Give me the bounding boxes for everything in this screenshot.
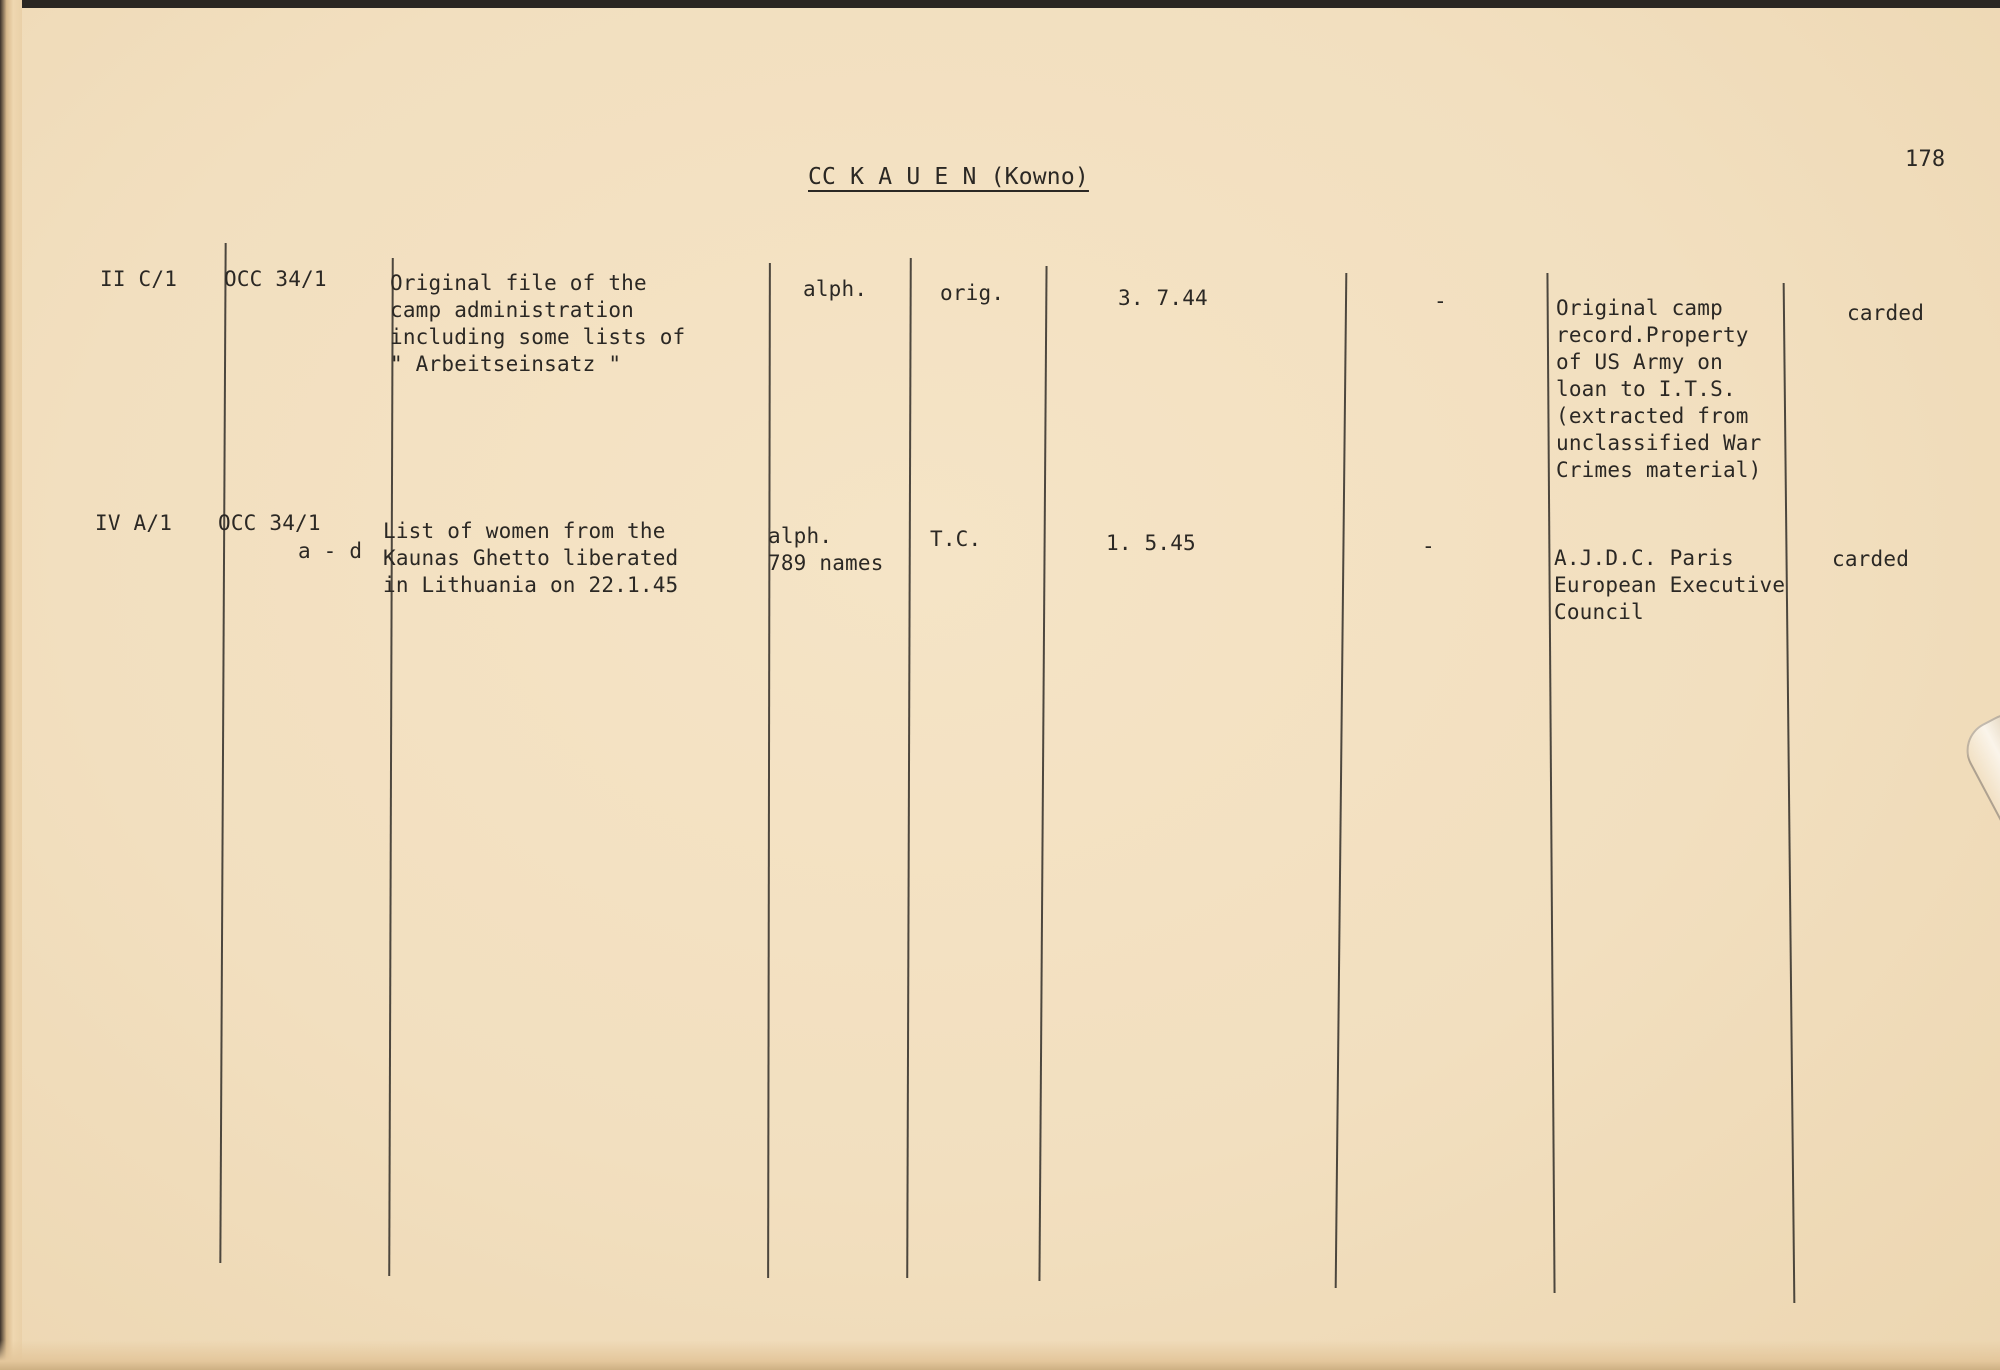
row-dash: - xyxy=(1422,534,1435,558)
row-status: carded xyxy=(1832,547,1910,571)
column-rule xyxy=(219,243,226,1263)
ledger-page xyxy=(20,8,2000,1370)
page-bottom-edge xyxy=(0,1340,2000,1370)
column-rule xyxy=(1335,273,1348,1288)
row-source: Original camp record.Property of US Army on loan to I.T.S. (extracted from unclassified War Crimes material) xyxy=(1556,296,1762,482)
row-code: OCC 34/1 xyxy=(224,267,327,291)
column-rule xyxy=(388,258,394,1276)
column-rule xyxy=(767,263,771,1278)
row-order: alph. xyxy=(803,277,868,301)
binding-edge xyxy=(0,0,22,1370)
row-source: A.J.D.C. Paris European Executive Council xyxy=(1554,546,1786,624)
row-ref: II C/1 xyxy=(100,267,178,291)
page-number: 178 xyxy=(1905,147,1946,172)
row-ref: IV A/1 xyxy=(95,511,173,535)
row-description: Original file of the camp administration including some lists of " Arbeitseinsatz " xyxy=(390,271,686,376)
row-order: alph. 789 names xyxy=(768,524,884,575)
row-date: 3. 7.44 xyxy=(1118,286,1208,310)
row-kind: T.C. xyxy=(930,527,982,551)
page-title: CC K A U E N (Kowno) xyxy=(808,164,1089,190)
row-status: carded xyxy=(1847,301,1925,325)
column-rule xyxy=(1038,266,1047,1281)
column-rule xyxy=(1783,283,1796,1303)
column-rule xyxy=(1546,273,1555,1293)
row-code: OCC 34/1 xyxy=(218,511,321,535)
row-code-sub: a - d xyxy=(298,539,363,563)
row-description: List of women from the Kaunas Ghetto liberated in Lithuania on 22.1.45 xyxy=(383,519,679,597)
transparent-ruler xyxy=(1956,703,2000,1112)
row-dash: - xyxy=(1434,289,1447,313)
row-date: 1. 5.45 xyxy=(1106,531,1196,555)
row-kind: orig. xyxy=(940,281,1005,305)
column-rule xyxy=(906,258,912,1278)
